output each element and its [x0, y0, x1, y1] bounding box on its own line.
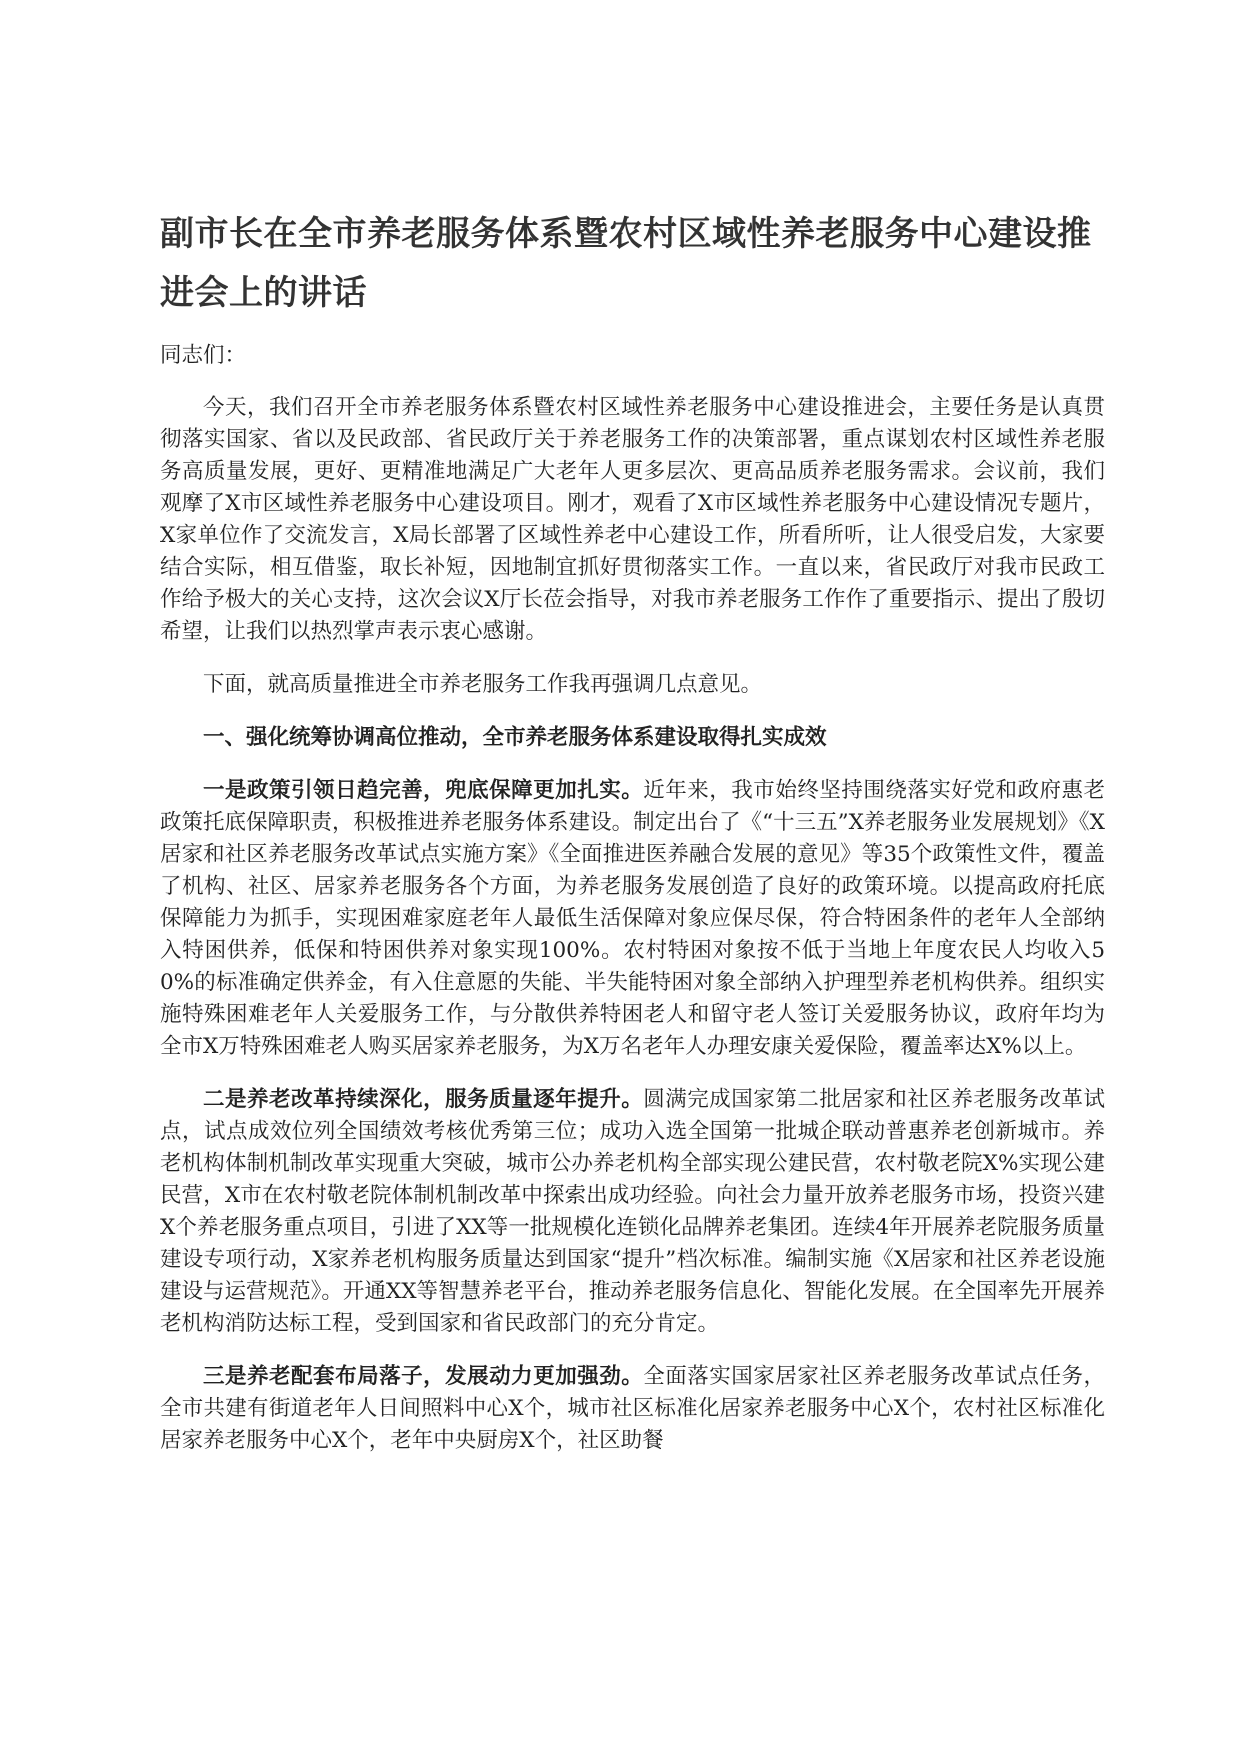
point-paragraph-1 — [160, 775, 1105, 1063]
transition-paragraph: 下面，就高质量推进全市养老服务工作我再强调几点意见。 — [203, 672, 763, 697]
point-text-1: 近年来，我市始终坚持围绕落实好党和政府惠老政策托底保障职责，积极推进养老服务体系建设。制定出台了《“十三五”X养老服务业发展规划》《X居家和社区养老服务改革试点实施方案》《全面推进医养融合发展的意见》等35个政策性文件，覆盖了机构、社区、居家养老服务各个方面，为养老服务发展创造了良好的政策环境。以提高政府托底保障能力为抓手，实现困难家庭老年人最低生活保障对象应保尽保，符合特困条件的老年人全部纳入特困供养，低保和特困供养对象实现100%。农村特困对象按不低于当地上年度农民人均收入50%的标准确定供养金，有入住意愿的失能、半失能特困对象全部纳入护理型养老机构供养。组织实施特殊困难老年人关爱服务工作，与分散供养特困老人和留守老人签订关爱服务协议，政府年均为全市X万特殊困难老人购买居家养老服务，为X万名老年人办理安康关爱保险，覆盖率达X%以上。 — [160, 778, 1105, 1059]
point-lead-2: 二是养老改革持续深化，服务质量逐年提升。 — [203, 1087, 644, 1112]
salutation: 同志们： — [160, 343, 247, 368]
point-lead-1: 一是政策引领日趋完善，兜底保障更加扎实。 — [203, 778, 644, 803]
point-paragraph-3 — [160, 1361, 1105, 1457]
point-text-2: 圆满完成国家第二批居家和社区养老服务改革试点，试点成效位列全国绩效考核优秀第三位；成功入选全国第一批城企联动普惠养老创新城市。养老机构体制机制改革实现重大突破，城市公办养老机构全部实现公建民营，农村敬老院X%实现公建民营，X市在农村敬老院体制机制改革中探索出成功经验。向社会力量开放养老服务市场，投资兴建X个养老服务重点项目，引进了XX等一批规模化连锁化品牌养老集团。连续4年开展养老院服务质量建设专项行动，X家养老机构服务质量达到国家“提升”档次标准。编制实施《X居家和社区养老设施建设与运营规范》。开通XX等智慧养老平台，推动养老服务信息化、智能化发展。在全国率先开展养老机构消防达标工程，受到国家和省民政部门的充分肯定。 — [160, 1087, 1105, 1336]
document-page — [160, 205, 1105, 1478]
point-lead-3: 三是养老配套布局落子，发展动力更加强劲。 — [203, 1364, 644, 1389]
intro-paragraph: 今天，我们召开全市养老服务体系暨农村区域性养老服务中心建设推进会，主要任务是认真贯彻落实国家、省以及民政部、省民政厅关于养老服务工作的决策部署，重点谋划农村区域性养老服务高质量发展，更好、更精准地满足广大老年人更多层次、更高品质养老服务需求。会议前，我们观摩了X市区域性养老服务中心建设项目。刚才，观看了X市区域性养老服务中心建设情况专题片，X家单位作了交流发言，X局长部署了区域性养老中心建设工作，所看所听，让人很受启发，大家要结合实际，相互借鉴，取长补短，因地制宜抓好贯彻落实工作。一直以来，省民政厅对我市民政工作给予极大的关心支持，这次会议X厅长莅会指导，对我市养老服务工作作了重要指示、提出了殷切希望，让我们以热烈掌声表示衷心感谢。 — [160, 395, 1105, 644]
point-paragraph-2 — [160, 1084, 1105, 1340]
document-title: 副市长在全市养老服务体系暨农村区域性养老服务中心建设推进会上的讲话 — [160, 214, 1092, 313]
point-text-3: 全面落实国家居家社区养老服务改革试点任务，全市共建有街道老年人日间照料中心X个，城市社区标准化居家养老服务中心X个，农村社区标准化居家养老服务中心X个，老年中央厨房X个，社区助餐 — [160, 1364, 1105, 1453]
section-heading: 一、强化统筹协调高位推动，全市养老服务体系建设取得扎实成效 — [203, 725, 827, 750]
